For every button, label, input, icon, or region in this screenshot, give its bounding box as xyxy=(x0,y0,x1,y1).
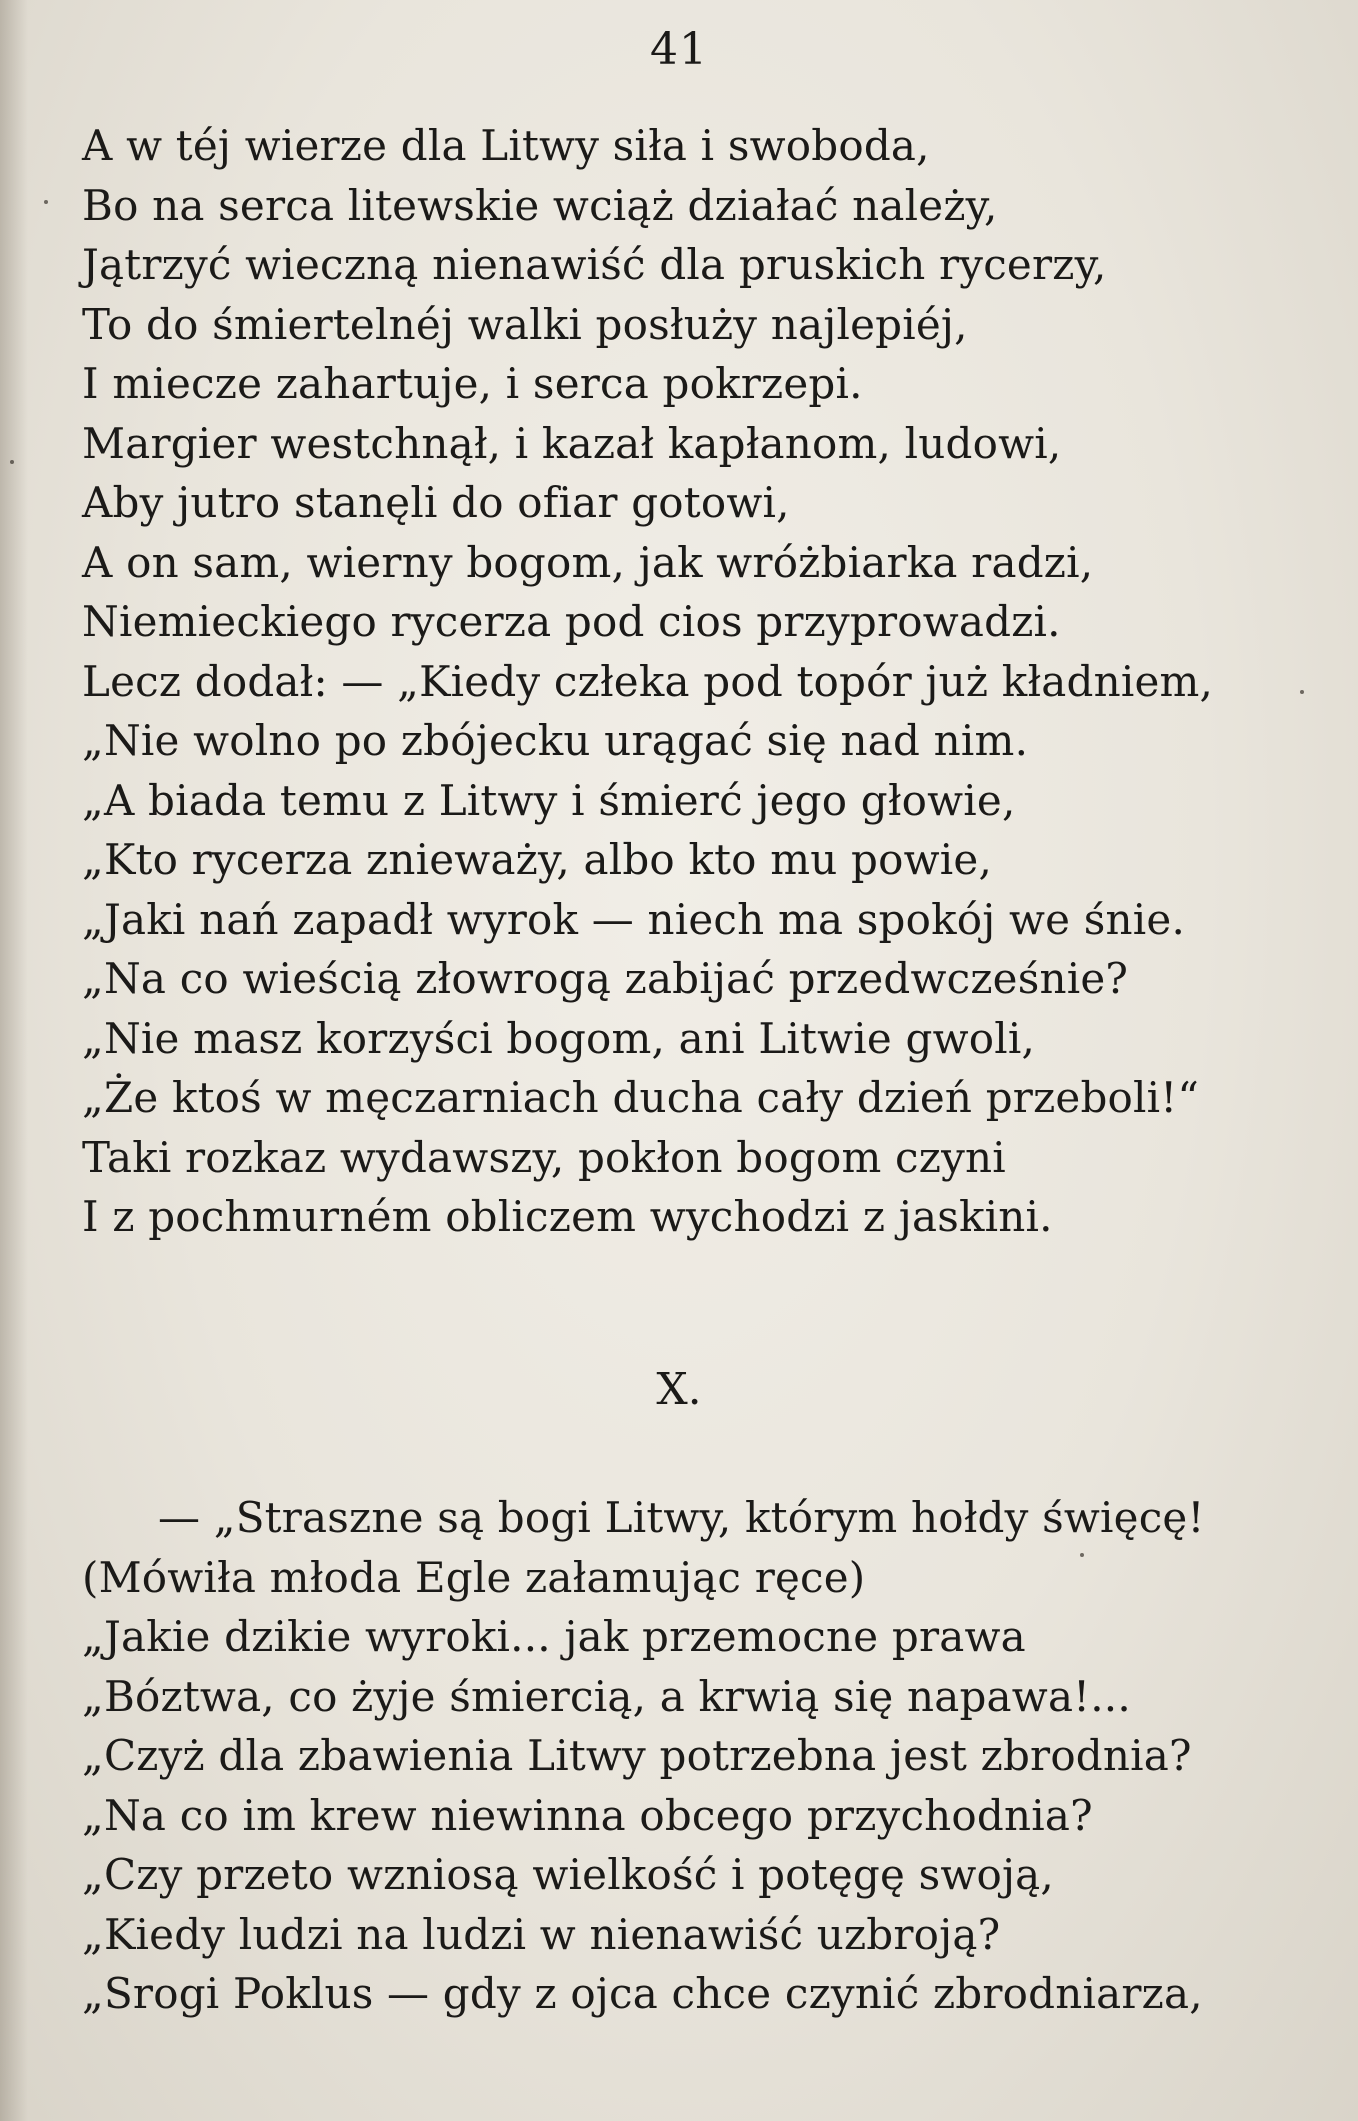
verse-line: „Jakie dzikie wyroki... jak przemocne prawa xyxy=(82,1612,1026,1661)
verse-line: (Mówiła młoda Egle załamując ręce) xyxy=(82,1552,866,1602)
verse-line: Niemieckiego rycerza pod cios przyprowadzi. xyxy=(82,597,1061,646)
verse-line: „Jaki nań zapadł wyrok — niech ma spokój we śnie. xyxy=(82,894,1186,944)
ink-speck xyxy=(1300,690,1304,694)
verse-line: I miecze zahartuje, i serca pokrzepi. xyxy=(82,359,863,408)
verse-line: Bo na serca litewskie wciąż działać należy, xyxy=(82,180,998,230)
stanza-2 xyxy=(82,1488,1205,2024)
verse-line: I z pochmurném obliczem wychodzi z jaskini. xyxy=(82,1192,1053,1241)
verse-line: Margier westchnął, i kazał kapłanom, ludowi, xyxy=(82,418,1062,468)
verse-line: Aby jutro stanęli do ofiar gotowi, xyxy=(82,478,790,527)
verse-line: „Na co wieścią złowrogą zabijać przedwcześnie? xyxy=(82,954,1129,1003)
verse-line: „Bóztwa, co żyje śmiercią, a krwią się napawa!... xyxy=(82,1671,1131,1721)
verse-line: „Czy przeto wzniosą wielkość i potęgę swoją, xyxy=(82,1850,1054,1899)
ink-speck xyxy=(44,200,48,204)
page-number: 41 xyxy=(650,24,708,75)
verse-line: — „Straszne są bogi Litwy, którym hołdy święcę! xyxy=(158,1493,1205,1542)
verse-line: „Że ktoś w męczarniach ducha cały dzień przeboli!“ xyxy=(82,1073,1200,1122)
ink-speck xyxy=(10,460,14,464)
section-heading: X. xyxy=(656,1364,702,1415)
page-edge-shadow xyxy=(0,0,28,2121)
stanza-1 xyxy=(82,116,1213,1247)
verse-line: „Czyż dla zbawienia Litwy potrzebna jest zbrodnia? xyxy=(82,1731,1192,1780)
verse-line: „Kiedy ludzi na ludzi w nienawiść uzbroją? xyxy=(82,1909,1001,1959)
verse-line: Lecz dodał: — „Kiedy człeka pod topór już kładniem, xyxy=(82,656,1214,706)
verse-line: Taki rozkaz wydawszy, pokłon bogom czyni xyxy=(82,1132,1006,1182)
verse-line: „Na co im krew niewinna obcego przychodnia? xyxy=(82,1790,1093,1840)
verse-line: Jątrzyć wieczną nienawiść dla pruskich rycerzy, xyxy=(82,240,1107,289)
verse-line: „A biada temu z Litwy i śmierć jego głowie, xyxy=(82,775,1016,825)
verse-line: „Nie masz korzyści bogom, ani Litwie gwoli, xyxy=(82,1013,1036,1063)
verse-line: To do śmiertelnéj walki posłuży najlepiéj, xyxy=(82,299,968,349)
verse-line: „Kto rycerza znieważy, albo kto mu powie, xyxy=(82,835,993,884)
verse-line: A w téj wierze dla Litwy siła i swoboda, xyxy=(82,121,930,170)
verse-line: „Srogi Poklus — gdy z ojca chce czynić zbrodniarza, xyxy=(82,1969,1203,2018)
verse-line: A on sam, wierny bogom, jak wróżbiarka radzi, xyxy=(82,537,1094,587)
ink-speck xyxy=(1080,1553,1084,1557)
verse-line: „Nie wolno po zbójecku urągać się nad nim. xyxy=(82,716,1029,765)
